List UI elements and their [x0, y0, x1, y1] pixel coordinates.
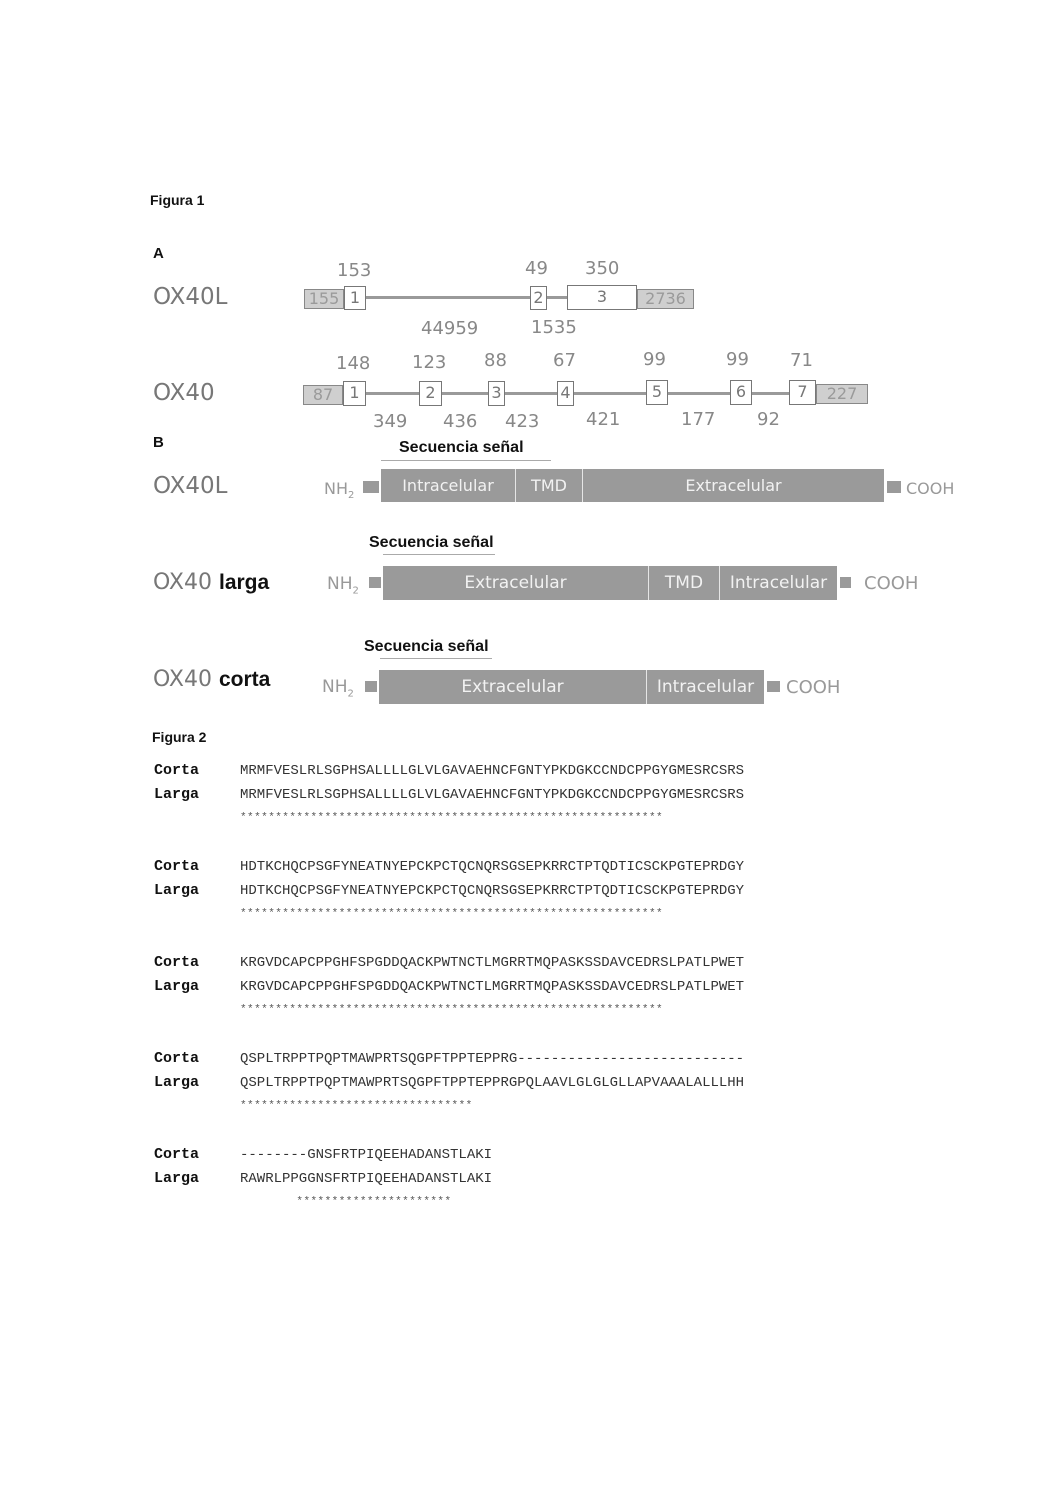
ox40-exon2-size: 123	[412, 352, 447, 373]
ox40l-domain-tmd: TMD	[515, 469, 582, 502]
ox40-short-signal-label: Secuencia señal	[364, 638, 489, 655]
ox40-long-signal-label: Secuencia señal	[369, 534, 494, 551]
ox40l-protein-name: OX40L	[153, 473, 228, 499]
ox40l-intron2-size: 1535	[531, 317, 577, 338]
ox40l-domain-intracelular: Intracelular	[381, 469, 515, 502]
ox40l-intron2-line	[546, 296, 568, 299]
seq-name-larga: Larga	[154, 978, 200, 995]
ox40-exon3-size: 88	[484, 350, 507, 371]
ox40l-exon2-size: 49	[525, 258, 548, 279]
sequence-larga: RAWRLPPGGNSFRTPIQEEHADANSTLAKI	[240, 1171, 493, 1187]
figure1-title: Figura 1	[150, 192, 205, 208]
ox40-intron2-size: 436	[443, 411, 478, 432]
conservation-stars: ************************************************************	[240, 908, 664, 920]
ox40-long-cooh: COOH	[864, 573, 919, 594]
ox40-long-domain-tmd: TMD	[648, 566, 719, 600]
seq-name-larga: Larga	[154, 882, 200, 899]
ox40-exon5-size: 99	[643, 349, 666, 370]
ox40-short-domain-extracelular: Extracelular	[379, 670, 646, 704]
ox40-intron1-size: 349	[373, 411, 408, 432]
ox40-exon5: 5	[646, 380, 668, 405]
sequence-corta: HDTKCHQCPSGFYNEATNYEPCKPCTQCNQRSGSEPKRRCTPTQDTICSCKPGTEPRDGY	[240, 859, 745, 875]
ox40-long-cooh-square	[840, 577, 851, 588]
sequence-corta: MRMFVESLRLSGPHSALLLLGLVLGAVAEHNCFGNTYPKDGKCCNDCPPGYGMESRCSRS	[240, 763, 745, 779]
ox40-long-domain-extracelular: Extracelular	[383, 566, 648, 600]
ox40-exon6: 6	[730, 380, 752, 405]
ox40-short-cooh: COOH	[786, 677, 841, 698]
ox40-exon6-size: 99	[726, 349, 749, 370]
conservation-stars: *********************************	[240, 1100, 473, 1112]
ox40-long-domain-intracelular: Intracelular	[719, 566, 837, 600]
ox40-short-domain-intracelular: Intracelular	[646, 670, 764, 704]
panel-b-label: B	[153, 434, 164, 451]
ox40l-intron1-size: 44959	[421, 318, 479, 339]
sequence-corta: --------GNSFRTPIQEEHADANSTLAKI	[240, 1147, 493, 1163]
ox40-long-nh2: $NH_2$	[327, 574, 359, 597]
sequence-larga: HDTKCHQCPSGFYNEATNYEPCKPCTQCNQRSGSEPKRRCTPTQDTICSCKPGTEPRDGY	[240, 883, 745, 899]
ox40-intron3-size: 423	[505, 411, 540, 432]
ox40l-cooh: COOH	[906, 479, 955, 498]
sequence-corta: KRGVDCAPCPPGHFSPGDDQACKPWTNCTLMGRRTMQPASKSSDAVCEDRSLPATLPWET	[240, 955, 745, 971]
conservation-stars: **********************	[240, 1196, 452, 1208]
ox40l-intron1-line	[365, 296, 530, 299]
seq-name-larga: Larga	[154, 786, 200, 803]
ox40-short-cooh-square	[767, 681, 780, 692]
ox40-long-nh2-square	[369, 577, 381, 588]
panel-a-label: A	[153, 245, 164, 262]
ox40l-cooh-square	[887, 481, 901, 493]
sequence-larga: MRMFVESLRLSGPHSALLLLGLVLGAVAEHNCFGNTYPKDGKCCNDCPPGYGMESRCSRS	[240, 787, 745, 803]
ox40l-exon2: 2	[530, 286, 547, 310]
ox40l-exon1-size: 153	[337, 260, 372, 281]
ox40-long-signal-underline	[383, 554, 495, 555]
ox40-intron6-size: 92	[757, 409, 780, 430]
ox40l-domain-extracelular: Extracelular	[582, 469, 884, 502]
ox40l-gene-name: OX40L	[153, 284, 228, 310]
ox40l-exon1: 1	[344, 286, 366, 310]
ox40l-utr3: 2736	[637, 289, 694, 309]
seq-name-corta: Corta	[154, 1146, 200, 1163]
ox40-exon1: 1	[343, 381, 366, 406]
ox40l-nh2-square	[363, 481, 379, 493]
seq-name-corta: Corta	[154, 858, 200, 875]
ox40-short-nh2-square	[365, 681, 377, 692]
ox40-exon2: 2	[419, 381, 442, 406]
ox40-intron4-size: 421	[586, 409, 621, 430]
ox40-utr5: 87	[303, 385, 343, 405]
ox40-short-protein-name: OX40 corta	[153, 667, 271, 692]
ox40-utr3: 227	[816, 384, 868, 404]
ox40-short-signal-underline	[380, 658, 492, 659]
conservation-stars: ************************************************************	[240, 812, 664, 824]
ox40-exon7-size: 71	[790, 350, 813, 371]
ox40l-exon3-size: 350	[585, 258, 620, 279]
ox40-long-protein-name: OX40 larga	[153, 570, 270, 595]
conservation-stars: ************************************************************	[240, 1004, 664, 1016]
seq-name-larga: Larga	[154, 1170, 200, 1187]
ox40l-signal-label: Secuencia señal	[399, 439, 524, 456]
sequence-corta: QSPLTRPPTPQPTMAWPRTSQGPFTPPTEPPRG---------------------------	[240, 1051, 745, 1067]
ox40-gene-name: OX40	[153, 380, 215, 406]
seq-name-larga: Larga	[154, 1074, 200, 1091]
sequence-larga: KRGVDCAPCPPGHFSPGDDQACKPWTNCTLMGRRTMQPASKSSDAVCEDRSLPATLPWET	[240, 979, 745, 995]
ox40l-signal-underline	[381, 460, 551, 461]
ox40l-utr5: 155	[304, 289, 344, 309]
seq-name-corta: Corta	[154, 1050, 200, 1067]
seq-name-corta: Corta	[154, 762, 200, 779]
ox40-exon7: 7	[789, 380, 816, 405]
ox40-exon1-size: 148	[336, 353, 371, 374]
sequence-larga: QSPLTRPPTPQPTMAWPRTSQGPFTPPTEPPRGPQLAAVLGLGLGLLAPVAAALALLLHH	[240, 1075, 745, 1091]
ox40-exon4-size: 67	[553, 350, 576, 371]
ox40-exon4: 4	[557, 381, 574, 406]
ox40-exon3: 3	[488, 381, 505, 406]
ox40-intron5-size: 177	[681, 409, 716, 430]
ox40l-exon3: 3	[567, 285, 637, 310]
figure2-title: Figura 2	[152, 729, 207, 745]
seq-name-corta: Corta	[154, 954, 200, 971]
ox40-short-nh2: $NH_2$	[322, 677, 354, 700]
ox40l-nh2: $NH_2$	[324, 479, 355, 502]
